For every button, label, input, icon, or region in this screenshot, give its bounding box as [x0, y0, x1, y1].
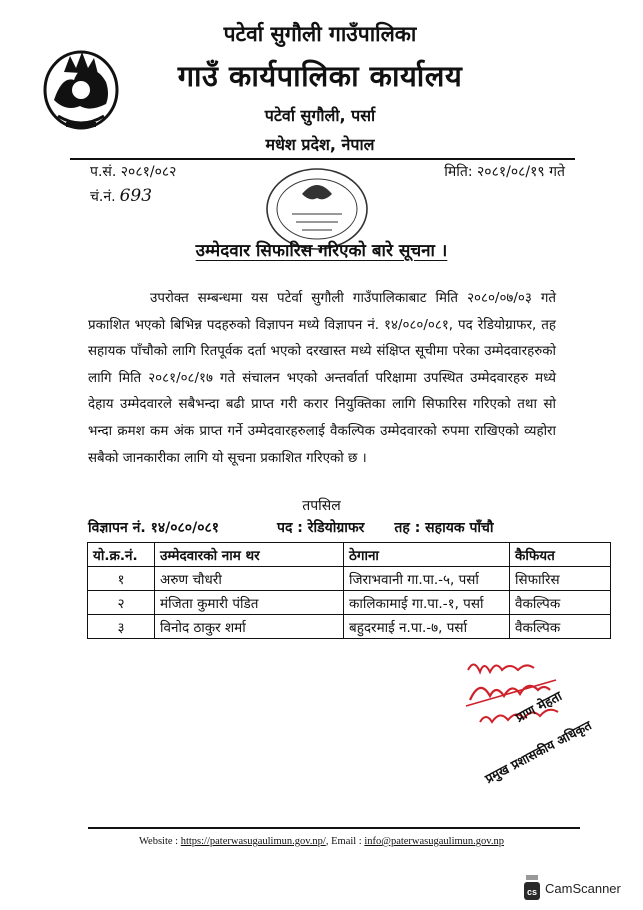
advertisement-info [88, 518, 568, 537]
header-divider [70, 158, 575, 160]
website-label: Website : [138, 836, 179, 847]
table-row [88, 567, 611, 591]
notice-subject-text: उम्मेदवार सिफारिस गरिएको बारे सूचना । [195, 241, 448, 261]
cell-name: विनोद ठाकुर शर्मा [155, 615, 344, 639]
signatory-title: प्रमुख प्रशासकीय अधिकृत [482, 717, 594, 787]
table-row [88, 615, 611, 639]
dispatch-number-row [90, 186, 152, 206]
advertisement-number: विज्ञापन नं. १४/०८०/०८१ [88, 520, 220, 536]
cell-serial: १ [88, 567, 155, 591]
cell-name: मंजिता कुमारी पंडित [155, 591, 344, 615]
footer-contact [0, 836, 643, 847]
issue-date: मिति: २०८१/०८/१९ गते [444, 164, 565, 180]
office-address: पटेर्वा सुगौली, पर्सा [264, 106, 376, 125]
svg-text:cs: cs [526, 887, 538, 897]
cell-remarks: वैकल्पिक [510, 591, 611, 615]
nepal-emblem-icon [40, 42, 122, 134]
letter-number: प.सं. २०८१/०८२ [90, 164, 177, 180]
cell-serial: २ [88, 591, 155, 615]
camscanner-label: CamScanner [545, 881, 621, 896]
province-country: मधेश प्रदेश, नेपाल [265, 135, 375, 154]
advertisement-post: पद : रेडियोग्राफर [277, 520, 365, 536]
footer-divider [88, 827, 580, 829]
cell-name: अरुण चौधरी [155, 567, 344, 591]
dispatch-number: 693 [119, 186, 153, 206]
details-heading: तपसिल [302, 498, 341, 514]
cell-address: जिराभवानी गा.पा.-५, पर्सा [344, 567, 510, 591]
candidates-table [87, 542, 611, 639]
municipality-name: पटेर्वा सुगौली गाउँपालिका [223, 22, 417, 46]
notice-body: उपरोक्त सम्बन्धमा यस पटेर्वा सुगौली गाउँपालिकाबाट मिति २०८०/०७/०३ गते प्रकाशित भएको बिभिन्न पदहरुको विज्ञापन मध्ये विज्ञापन नं. १४/०८०/०८१, पद रेडियोग्राफर, तह सहायक पाँचौको लागि रितपूर्वक दर्ता भएको दरखास्त मध्ये संक्षिप्त सूचीमा परेका उम्मेदवारहरुको लागि मिति २०८१/०८/१७ गते संचालन भएको अन्तर्वार्ता परिक्षामा उपस्थित उम्मेदवारहरु मध्ये देहाय उम्मेदवारले सबैभन्दा बढी प्राप्त गरी करार नियुक्तिका लागि सिफारिस गरिएको तथा सो भन्दा क्रमश कम अंक प्राप्त गर्ने उम्मेदवारहरुलाई वैकल्पिक उम्मेदवारको रुपमा राखिएको व्यहोरा सबैको जानकारीका लागि यो सूचना प्रकाशित गरिएको छ । [88, 291, 556, 466]
dispatch-label: चं.नं. [90, 189, 116, 205]
column-header-name: उम्मेदवारको नाम थर [155, 543, 344, 567]
column-header-serial: यो.क्र.नं. [88, 543, 155, 567]
signatory-name: प्राण मेहता [513, 689, 565, 726]
column-header-address: ठेगाना [344, 543, 510, 567]
table-row [88, 591, 611, 615]
table-header-row [88, 543, 611, 567]
camscanner-logo-icon [523, 874, 541, 902]
notice-subject [0, 238, 643, 261]
cell-address: कालिकामाई गा.पा.-१, पर्सा [344, 591, 510, 615]
column-header-remarks: कैफियत [510, 543, 611, 567]
cell-remarks: वैकल्पिक [510, 615, 611, 639]
cell-serial: ३ [88, 615, 155, 639]
email-label: , Email : [325, 836, 362, 847]
website-link[interactable]: https://paterwasugaulimun.gov.np/ [180, 836, 326, 847]
email-link[interactable]: info@paterwasugaulimun.gov.np [364, 836, 504, 847]
office-name: गाउँ कार्यपालिका कार्यालय [177, 59, 463, 93]
advertisement-level: तह : सहायक पाँचौ [394, 520, 494, 536]
cell-address: बहुदरमाई न.पा.-७, पर्सा [344, 615, 510, 639]
cell-remarks: सिफारिस [510, 567, 611, 591]
